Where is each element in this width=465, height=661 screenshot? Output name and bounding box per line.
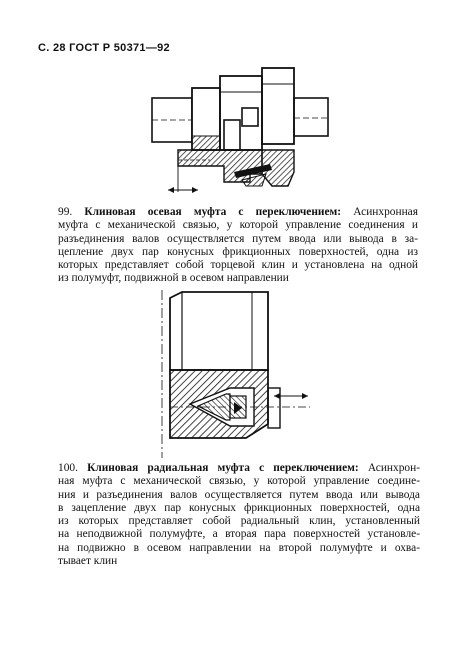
entry-100-line-1 <box>58 462 420 475</box>
entry-100-text-7: на подвижно в осевом направлении на второй полумуфте и охва- <box>58 541 420 554</box>
entry-99-number: 99. <box>58 206 73 218</box>
entry-100-term: Клиновая радиальная муфта с переключением: <box>87 462 359 474</box>
entry-100-text-2: ная муфта с механической связью, у которой управление соедине- <box>58 475 420 488</box>
entry-99-text-4: цепление двух пар конусных фрикционных поверхностей, одна из <box>58 245 418 258</box>
entry-99-text-3: разъединения валов осуществляется путем ввода или вывода в за- <box>58 232 418 245</box>
radial-clutch-drawing <box>150 288 315 460</box>
entry-100-text-6: на неподвижной полумуфте, а вторая пара поверхностей установле- <box>58 528 420 541</box>
page-header: С. 28 ГОСТ Р 50371—92 <box>38 42 170 54</box>
entry-100 <box>58 462 420 568</box>
entry-99-term: Клиновая осевая муфта с переключением: <box>84 206 342 218</box>
figure-radial-wedge-clutch <box>150 288 315 460</box>
entry-100-text-8: тывает клин <box>58 555 118 568</box>
entry-100-text-3: ния и разъединения валов осуществляется путем ввода или вывода <box>58 488 420 501</box>
entry-99-text-6: из полумуфт, подвижной в осевом направлении <box>58 272 289 285</box>
entry-100-text-1: Асинхрон- <box>367 462 420 474</box>
entry-99-line-1 <box>58 206 418 219</box>
entry-100-text-4: в зацепление двух пар конусных фрикционных поверхностей, одна <box>58 501 420 514</box>
entry-99 <box>58 206 418 286</box>
entry-99-text-1: Асинхронная <box>353 206 418 218</box>
entry-100-text-5: из которых представляет собой радиальный клин, установленный <box>58 515 420 528</box>
entry-100-number: 100. <box>58 462 78 474</box>
entry-99-text-2: муфта с механической связью, у которой управление соединения и <box>58 219 418 232</box>
axial-clutch-drawing <box>150 62 330 202</box>
figure-axial-wedge-clutch <box>150 62 330 202</box>
entry-99-text-5: которых представляет собой торцевой клин и установлена на одной <box>58 259 418 272</box>
